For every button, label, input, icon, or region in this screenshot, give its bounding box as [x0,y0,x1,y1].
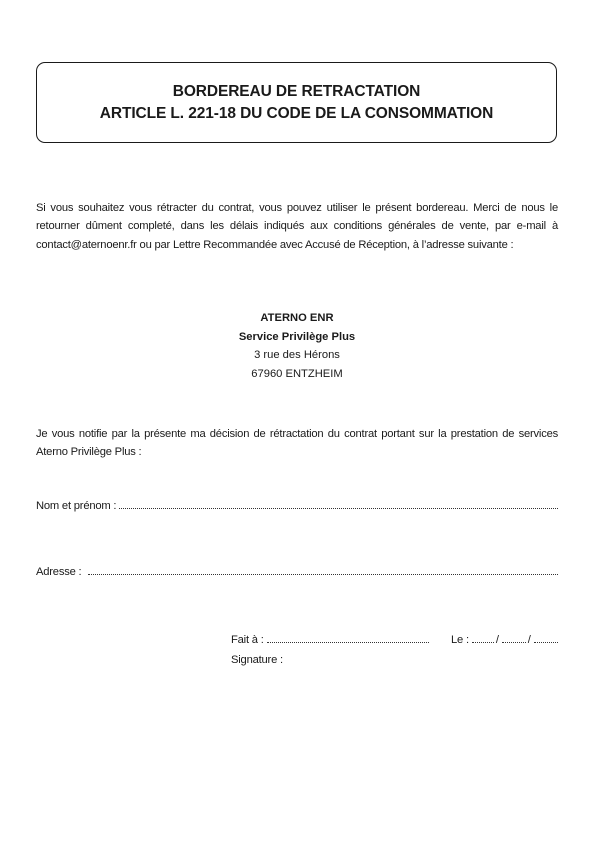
intro-paragraph: Si vous souhaitez vous rétracter du contrat, vous pouvez utiliser le présent bordereau. Merci de nous le retourner dûment completé, dans les délais indiqués aux conditions générales de vente, par e-mail à contact@aternoenr.fr ou par Lettre Recommandée avec Accusé de Réception, à l’adresse suivante : [36,202,558,251]
address-field[interactable] [36,564,558,578]
address-label: Adresse : [36,566,82,578]
name-dotted-line[interactable] [119,508,558,509]
date-month-dotted[interactable] [502,641,526,643]
service-name: Service Privilège Plus [238,330,356,343]
date-year-dotted[interactable] [534,641,558,643]
address-dotted-line[interactable] [88,574,558,575]
fait-dotted-line[interactable] [267,641,429,643]
fait-field[interactable] [231,634,429,646]
date-field[interactable] [451,634,560,646]
street-line: 3 rue des Hérons [254,349,340,361]
company-name: ATERNO ENR [260,312,334,324]
title-line-2: ARTICLE L. 221-18 DU CODE DE LA CONSOMMATION [99,104,494,122]
date-label: Le : [451,634,469,646]
date-separator-1: / [495,634,499,646]
title-line-1: BORDEREAU DE RETRACTATION [172,82,421,100]
date-separator-2: / [527,634,531,646]
name-label: Nom et prénom : [36,500,117,512]
notice-paragraph: Je vous notifie par la présente ma décision de rétractation du contrat portant sur la prestation de services Aterno Privilège Plus : [36,428,558,459]
city-line: 67960 ENTZHEIM [251,367,343,380]
title-box [36,62,557,143]
name-field[interactable] [36,498,558,512]
fait-label: Fait à : [231,634,264,646]
signature-label: Signature : [231,654,283,666]
recipient-address [36,309,558,383]
date-day-dotted[interactable] [472,641,494,643]
